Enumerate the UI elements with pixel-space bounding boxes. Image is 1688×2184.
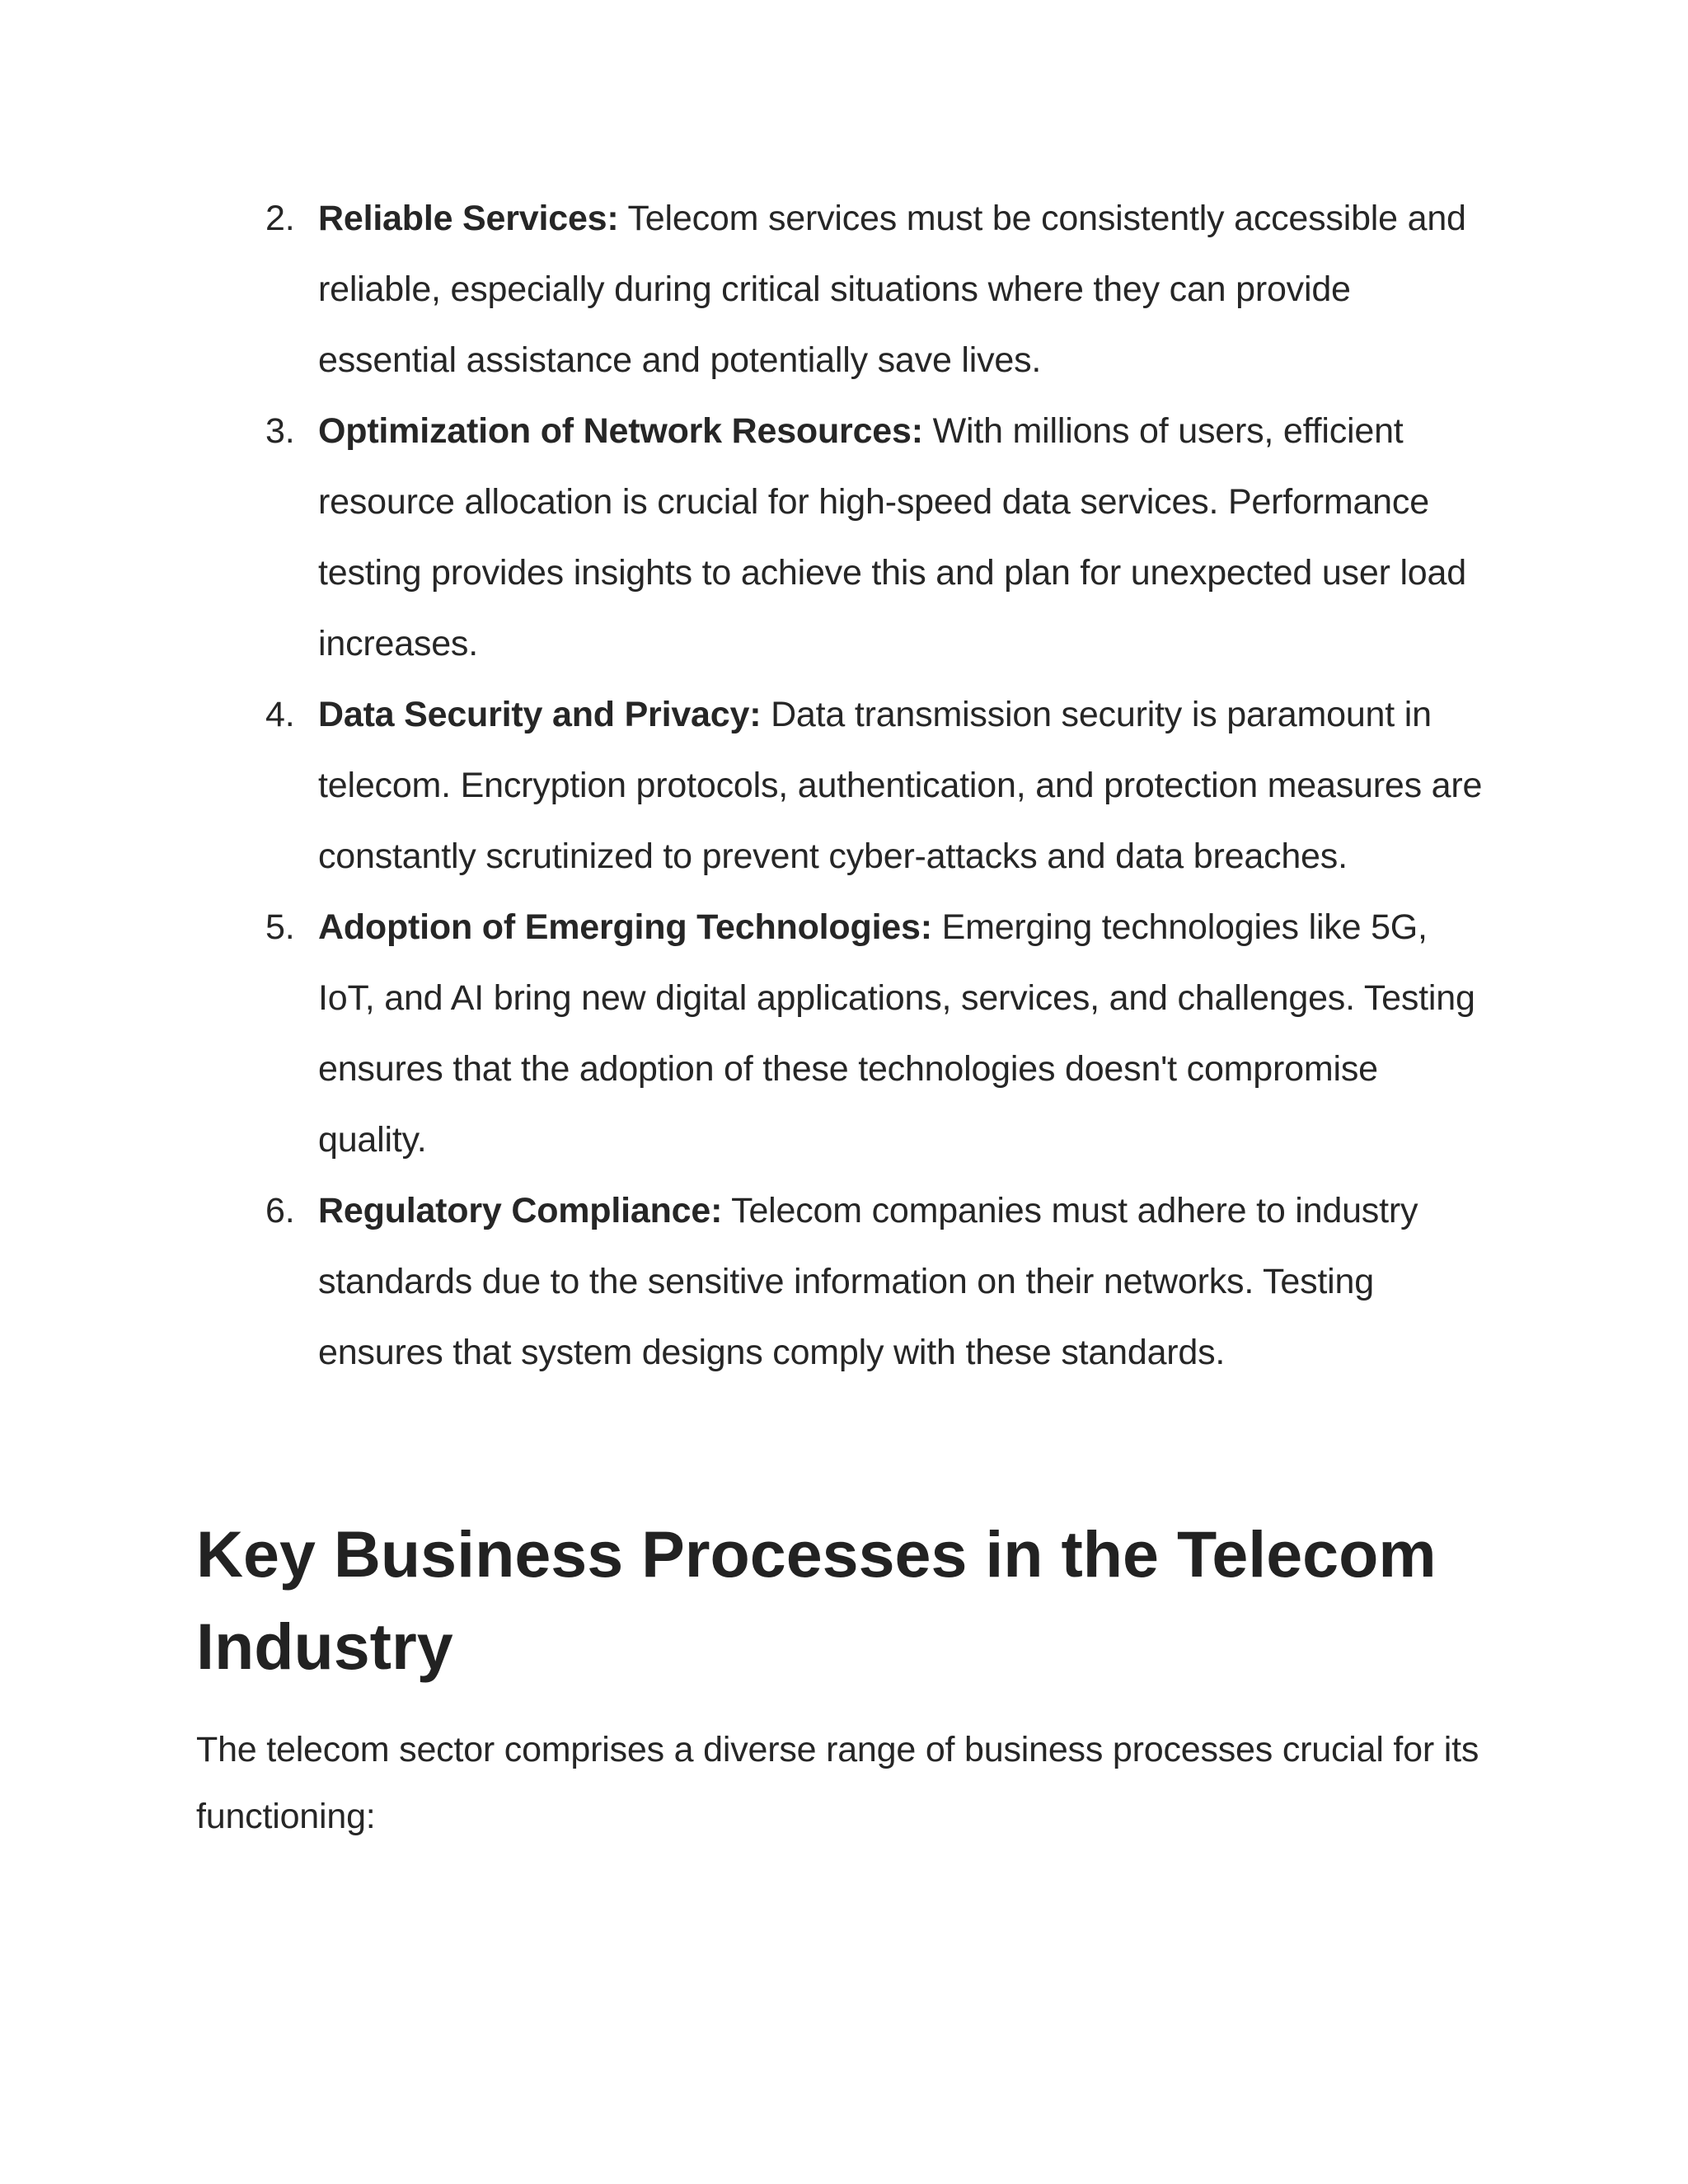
list-item-lead: Adoption of Emerging Technologies: — [318, 907, 932, 947]
list-item-number: 5. — [265, 907, 295, 947]
section-intro-paragraph: The telecom sector comprises a diverse range of business processes crucial for its functioning: — [196, 1730, 1479, 1836]
list-item — [265, 679, 1485, 892]
list-item — [265, 1175, 1485, 1388]
numbered-list — [265, 183, 1485, 1388]
list-item-lead: Data Security and Privacy: — [318, 695, 762, 734]
list-item-text: Telecom companies must adhere to industry standards due to the sensitive information on their networks. Testing ensures that system designs comply with these standards. — [318, 1191, 1418, 1372]
list-item — [265, 396, 1485, 679]
list-item-text: Emerging technologies like 5G, IoT, and AI bring new digital applications, services, and challenges. Testing ensures that the adoption of these technologies doesn't compromise quality. — [318, 907, 1475, 1160]
list-item-lead: Optimization of Network Resources: — [318, 411, 923, 451]
list-item-text: With millions of users, efficient resource allocation is crucial for high-speed data services. Performance testing provides insights to achieve this and plan for unexpected user load increases. — [318, 411, 1466, 663]
list-item-text: Telecom services must be consistently accessible and reliable, especially during critical situations where they can provide essential assistance and potentially save lives. — [318, 199, 1466, 380]
list-item — [265, 183, 1485, 396]
section-heading: Key Business Processes in the Telecom Industry — [196, 1517, 1437, 1683]
list-item-number: 6. — [265, 1191, 295, 1230]
list-item-number: 4. — [265, 695, 295, 734]
list-item — [265, 892, 1485, 1175]
list-item-number: 2. — [265, 199, 295, 238]
list-item-lead: Reliable Services: — [318, 199, 619, 238]
list-item-text: Data transmission security is paramount in telecom. Encryption protocols, authentication, and protection measures are constantly scrutinized to prevent cyber-attacks and data breaches. — [318, 695, 1483, 876]
list-item-number: 3. — [265, 411, 295, 451]
list-item-lead: Regulatory Compliance: — [318, 1191, 723, 1230]
